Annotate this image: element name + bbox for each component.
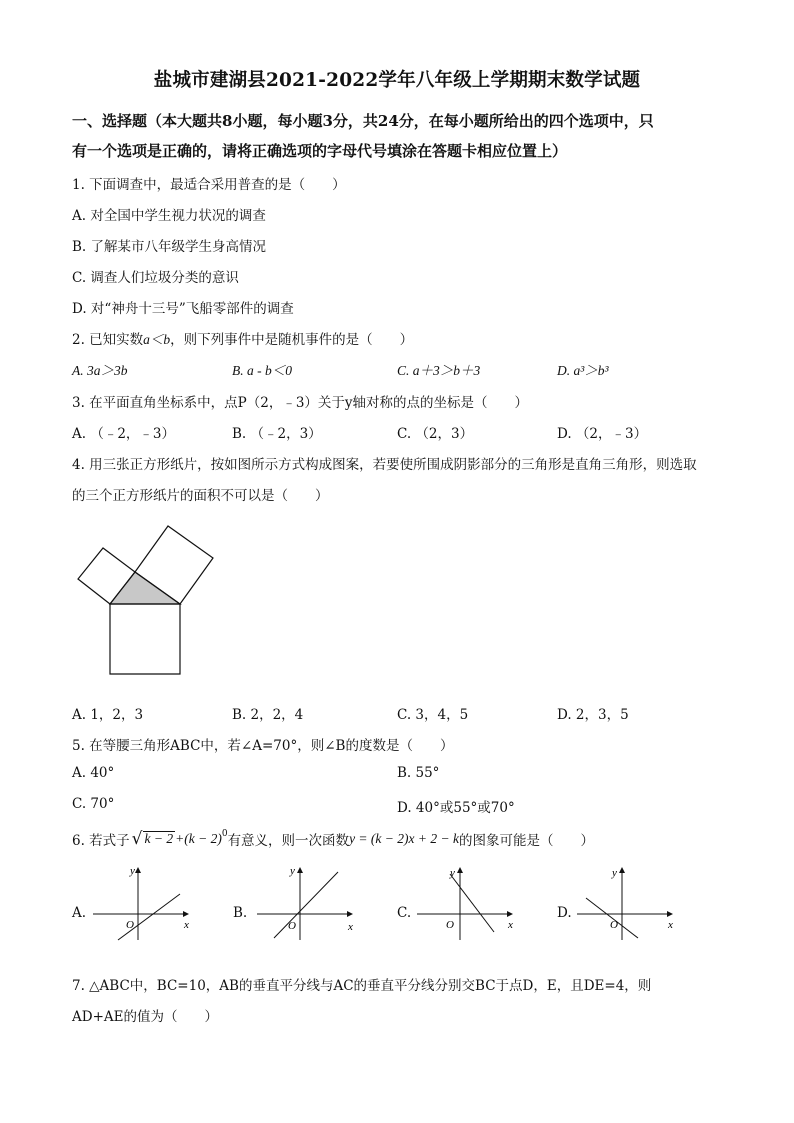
shaded-triangle: [110, 572, 180, 604]
question-4-stem-line2: 的三个正方形纸片的面积不可以是（ ）: [72, 488, 329, 504]
question-5-option-c: C. 70°: [72, 796, 115, 812]
question-3-option-c: C. （2，3）: [397, 426, 474, 442]
origin-label: O: [126, 919, 134, 931]
section-header-line2: 有一个选项是正确的，请将正确选项的字母代号填涂在答题卡相应位置上）: [72, 142, 568, 160]
radicand: k − 2: [144, 831, 174, 847]
origin-label: O: [610, 919, 618, 931]
question-4-option-d: D. 2，3，5: [557, 707, 629, 723]
question-2-option-b: B. a - b＜0: [232, 363, 292, 378]
question-4-option-c: C. 3，4，5: [397, 707, 469, 723]
question-5-option-b: B. 55°: [397, 765, 440, 781]
graph-option-a: [88, 862, 198, 942]
x-axis-label: x: [668, 919, 673, 931]
graph-option-b: [252, 862, 362, 942]
three-squares-figure: [70, 520, 220, 680]
page-title: 盐城市建湖县2021-2022学年八年级上学期期末数学试题: [153, 70, 641, 91]
section-header-line1: 一、选择题（本大题共8小题，每小题3分，共24分，在每小题所给出的四个选项中，只: [72, 112, 654, 130]
question-4-option-b: B. 2，2，4: [232, 707, 304, 723]
question-2-stem-pre: 2. 已知实数: [72, 332, 144, 348]
question-1-option-a: A. 对全国中学生视力状况的调查: [72, 208, 266, 224]
question-6-stem-post: 的图象可能是（ ）: [458, 833, 594, 849]
question-6-stem-pre: 6. 若式子: [72, 833, 130, 849]
function-line: [450, 874, 494, 932]
question-3-option-a: A. （﹣2，﹣3）: [72, 426, 176, 442]
graph-option-c: [412, 862, 522, 942]
question-2-option-a: A. 3a＞3b: [72, 363, 128, 378]
x-axis-label: x: [184, 919, 189, 931]
question-1-option-b: B. 了解某市八年级学生身高情况: [72, 239, 267, 255]
y-axis-label: y: [130, 865, 135, 877]
bottom-square: [110, 604, 180, 674]
function-line: [118, 894, 180, 940]
function-line: [274, 872, 338, 938]
question-6-stem: [72, 829, 594, 849]
question-2-stem-post: ，则下列事件中是随机事件的是（ ）: [170, 332, 414, 348]
origin-label: O: [288, 920, 296, 932]
question-1-option-c: C. 调查人们垃圾分类的意识: [72, 270, 239, 286]
radical-expression: [131, 828, 175, 849]
power-term: +(k − 2): [175, 831, 222, 846]
power-exponent: 0: [221, 829, 228, 839]
question-3-option-b: B. （﹣2，3）: [232, 426, 322, 442]
y-axis-label: y: [290, 865, 295, 877]
graph-option-d: [572, 862, 682, 942]
question-7-stem-line1: 7. △ABC中，BC=10，AB的垂直平分线与AC的垂直平分线分别交BC于点D，E，且DE=4，则: [72, 978, 652, 994]
question-1-option-d: D. 对“神舟十三号”飞船零部件的调查: [72, 301, 294, 317]
radical-sign-icon: √: [131, 828, 143, 849]
question-3-option-d: D. （2，﹣3）: [557, 426, 648, 442]
question-5-option-d: D. 40°或55°或70°: [397, 800, 515, 816]
question-2-stem: [72, 328, 413, 348]
y-axis-label: y: [612, 867, 617, 879]
question-1-stem: 1. 下面调查中，最适合采用普查的是（ ）: [72, 177, 346, 193]
question-4-option-a: A. 1，2，3: [72, 707, 144, 723]
question-2-option-c: C. a＋3＞b＋3: [397, 363, 481, 378]
question-5-stem: 5. 在等腰三角形ABC中，若∠A=70°，则∠B的度数是（ ）: [72, 738, 454, 754]
question-6-option-a-label: A.: [72, 905, 87, 921]
origin-label: O: [446, 919, 454, 931]
x-axis-label: x: [508, 919, 513, 931]
linear-function-expression: y = (k − 2)x + 2 − k: [349, 831, 459, 846]
question-2-option-d: D. a³＞b³: [557, 363, 609, 378]
question-6-option-c-label: C.: [397, 905, 412, 921]
question-6-stem-mid: 有意义，则一次函数: [227, 833, 350, 849]
question-4-stem-line1: 4. 用三张正方形纸片，按如图所示方式构成图案，若要使所围成阴影部分的三角形是直角三角形，则选取: [72, 457, 697, 473]
question-3-stem: 3. 在平面直角坐标系中，点P（2，﹣3）关于y轴对称的点的坐标是（ ）: [72, 395, 529, 411]
question-2-condition: a＜b: [143, 332, 171, 347]
question-7-stem-line2: AD+AE的值为（ ）: [72, 1009, 218, 1025]
question-5-option-a: A. 40°: [72, 765, 115, 781]
function-line: [586, 898, 638, 938]
question-6-option-b-label: B.: [233, 905, 248, 921]
question-6-option-d-label: D.: [557, 905, 572, 921]
x-axis-label: x: [348, 921, 353, 933]
y-axis-label: y: [450, 867, 455, 879]
